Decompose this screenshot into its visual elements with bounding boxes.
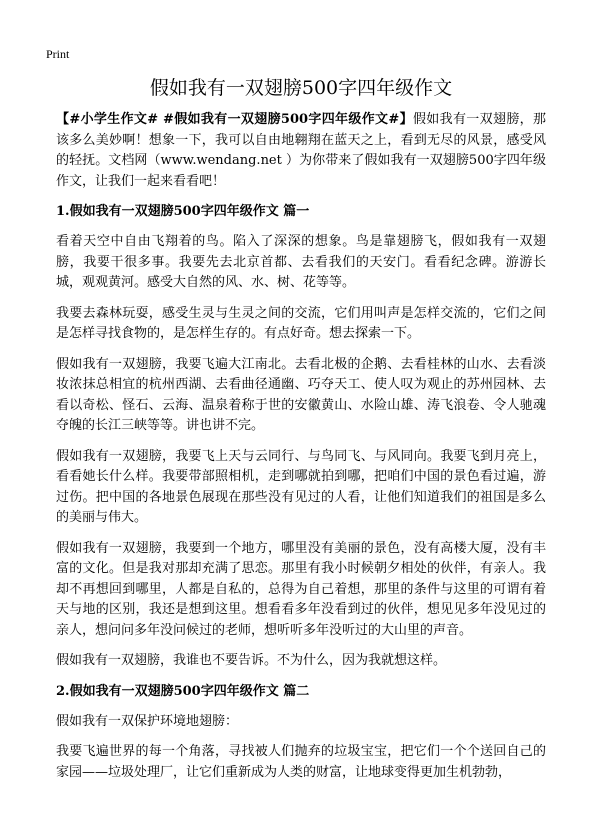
paragraph: 假如我有一双翅膀，我要到一个地方，哪里没有美丽的景色，没有高楼大厦，没有丰富的文化。但是我对那却充满了思恋。那里有我小时候朝夕相处的伙伴，有亲人。我却不再想回到哪里，人都是自私的，总得为自己着想，那里的条件与这里的可谓有着天与地的区别，我还是想到这里。想看看多年没看到过的伙伴，想见见多年没见过的亲人，想问问多年没问候过的老师，想听听多年没听过的大山里的声音。 bbox=[56, 540, 546, 638]
section-heading-1: 1.假如我有一双翅膀500字四年级作文 篇一 bbox=[56, 204, 310, 219]
paragraph: 假如我有一双翅膀，我要飞上天与云同行、与鸟同飞、与风同向。我要飞到月亮上，看看她长什么样。我要带部照相机，走到哪就拍到哪，把咱们中国的景色看过遍，游过伤。把中国的各地景色展现在那些没有见过的人看，让他们知道我们的祖国是多么的美丽与伟大。 bbox=[56, 448, 546, 525]
paragraph: 假如我有一双保护环境地翅膀： bbox=[56, 713, 239, 729]
intro-paragraph bbox=[56, 110, 546, 192]
paragraph: 我要飞遍世界的每一个角落，寻找被人们抛弃的垃圾宝宝，把它们一个个送回自己的家园——垃圾处理厂，让它们重新成为人类的财富，让地球变得更加生机勃勃， bbox=[56, 744, 546, 780]
document-title: 假如我有一双翅膀500字四年级作文 bbox=[149, 77, 453, 99]
paragraph: 假如我有一双翅膀，我要飞遍大江南北。去看北极的企鹅、去看桂林的山水、去看淡妆浓抹总相宜的杭州西湖、去看曲径通幽、巧夺天工、使人叹为观止的苏州园林、去看以奇松、怪石、云海、温泉着称于世的安徽黄山、水险山雄、涛飞浪卷、令人驰魂夺魄的长江三峡等等。讲也讲不完。 bbox=[56, 356, 546, 433]
paragraph: 看着天空中自由飞翔着的鸟。陷入了深深的想象。鸟是靠翅膀飞，假如我有一双翅膀，我要干很多事。我要先去北京首都、去看我们的天安门。看看纪念碑。游游长城，观观黄河。感受大自然的风、水、树、花等等。 bbox=[56, 234, 546, 290]
section-heading-2: 2.假如我有一双翅膀500字四年级作文 篇二 bbox=[56, 683, 310, 699]
intro-text: 假如我有一双翅膀，那该多么美妙啊！想象一下，我可以自由地翱翔在蓝天之上，看到无尽的风景，感受风的轻抚。文档网（www.wendang.net ）为你带来了假如我有一双翅膀500字四年级作文，让我们一起来看看吧！ bbox=[56, 112, 546, 189]
hashtag-label: 【#小学生作文# #假如我有一双翅膀500字四年级作文#】 bbox=[56, 112, 413, 127]
paragraph: 假如我有一双翅膀，我谁也不要告诉。不为什么，因为我就想这样。 bbox=[56, 653, 447, 668]
paragraph: 我要去森林玩耍，感受生灵与生灵之间的交流，它们用叫声是怎样交流的，它们之间是怎样寻找食物的，是怎样生存的。有点好奇。想去探索一下。 bbox=[56, 305, 546, 341]
document-body bbox=[56, 74, 546, 793]
print-label: Print bbox=[46, 47, 70, 61]
